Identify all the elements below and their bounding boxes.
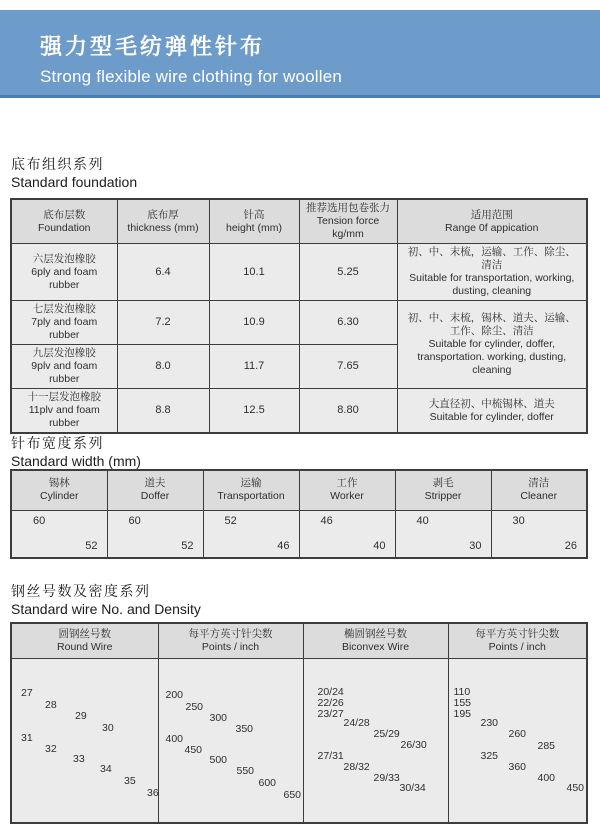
thickness-value: 8.8 [117,389,209,434]
wire-header-row [11,623,587,658]
wire-value: 22/26 [317,696,344,709]
wire-value: 29 [75,709,87,722]
section-title-en: Standard foundation [11,174,138,190]
col-header-biconvex-wire [303,623,448,658]
width-header-row [11,470,587,510]
col-header-transportation [203,470,299,510]
cell-zh: 七层发泡橡胶 [32,303,96,315]
header-en: Points / inch [201,640,260,653]
range-cell [397,389,587,434]
range-zh: 大直径初、中梳锡林、道夫 [428,397,555,410]
header-zh: 工作 [336,477,358,490]
height-value: 10.9 [209,301,299,345]
width-table [10,469,588,559]
col-header-round-wire [11,623,158,658]
width-min: 30 [469,539,482,552]
wire-value: 24/28 [343,716,370,729]
wire-value: 20/24 [317,685,344,698]
wire-value: 30 [102,721,114,734]
wire-value: 110 [453,685,471,698]
header-en: Cleaner [520,490,558,503]
col-header-cleaner [491,470,587,510]
wire-value: 27 [21,686,33,699]
header-zh: 底布层数 [43,208,86,221]
col-header-points-round [158,623,303,658]
wire-value: 450 [184,743,203,756]
tension-value: 6.30 [299,301,397,345]
foundation-name-cell [11,244,117,301]
section-title-zh: 底布组织系列 [11,156,104,172]
cell-zh: 六层发泡橡胶 [32,252,96,265]
header-zh: 道夫 [144,477,166,490]
section-title-zh: 钢丝号数及密度系列 [11,583,151,599]
header-zh: 适用范围 [470,208,513,221]
width-cell-worker [299,510,395,558]
tension-value: 8.80 [299,389,397,434]
points-biconvex-cell [448,658,587,823]
col-header-doffer [107,470,203,510]
page-title-zh: 强力型毛纺弹性针布 [40,34,266,59]
section-title-wire [11,582,201,618]
col-header-cylinder [11,470,107,510]
height-value: 12.5 [209,389,299,434]
header-unit: kg/mm [332,228,364,240]
foundation-name-cell [11,345,117,389]
wire-value: 325 [480,749,499,762]
width-min: 40 [373,539,386,552]
wire-value: 36 [147,786,159,799]
width-min: 46 [277,539,290,552]
wire-value: 30/34 [399,781,426,794]
header-zh: 底布厚 [147,208,179,221]
header-en: Biconvex Wire [341,640,410,653]
col-header-thickness [117,199,209,244]
header-en: thickness (mm) [127,221,199,234]
width-max: 40 [416,514,429,527]
round-wire-cell [11,658,158,823]
page-title-en: Strong flexible wire clothing for woollen [40,67,343,86]
wire-value: 29/33 [373,771,400,784]
header-zh: 针高 [243,208,265,221]
width-cell-doffer [107,510,203,558]
header-en: Round Wire [57,640,113,653]
wire-value: 360 [508,760,527,773]
width-cell-cleaner [491,510,587,558]
wire-value: 28/32 [343,760,370,773]
section-title-foundation [11,155,137,191]
wire-value: 200 [165,688,184,701]
cell-en: 6ply and foam rubber [31,265,98,291]
width-min: 52 [85,539,98,552]
header-en: Cylinder [39,490,79,503]
width-max: 60 [33,514,46,527]
height-value: 10.1 [209,244,299,301]
wire-value: 35 [124,774,136,787]
section-title-zh: 针布宽度系列 [11,435,104,451]
header-en: Foundation [37,221,91,234]
wire-value: 650 [283,788,302,801]
thickness-value: 7.2 [117,301,209,345]
section-title-en: Standard width (mm) [11,453,141,469]
header-en: Tension force [316,215,380,227]
col-header-tension [299,199,397,244]
width-max: 46 [320,514,333,527]
width-cell-cylinder [11,510,107,558]
wire-value: 31 [21,731,33,744]
range-en: Suitable for transportation, working, dusting, cleaning [409,272,575,297]
col-header-range [397,199,587,244]
col-header-height [209,199,299,244]
header-en: height (mm) [225,221,282,234]
wire-value: 155 [453,696,472,709]
header-en: Range 0f appication [445,221,539,234]
header-en: Transportation [217,490,285,503]
points-round-cell [158,658,303,823]
wire-value: 230 [480,716,499,729]
wire-value: 34 [100,762,112,775]
thickness-value: 8.0 [117,345,209,389]
cell-en: 7ply and foam rubber [31,316,98,341]
wire-value: 250 [185,700,204,713]
wire-value: 350 [235,722,254,735]
header-en: Doffer [140,490,170,503]
foundation-name-cell [11,301,117,345]
header-zh: 圆钢丝号数 [58,627,111,640]
range-en: Suitable for cylinder, doffer, transportation. working, dusting, cleaning [417,338,567,376]
wire-value: 400 [165,732,184,745]
range-cell-merged [397,301,587,389]
header-zh: 每平方英寸针尖数 [188,627,273,640]
width-cell-transportation [203,510,299,558]
wire-value: 285 [537,739,556,752]
wire-value: 300 [209,711,228,724]
header-zh: 每平方英寸针尖数 [475,627,560,640]
wire-value: 400 [537,771,556,784]
cell-zh: 九层发泡橡胶 [32,347,96,359]
tension-value: 7.65 [299,345,397,389]
wire-value: 27/31 [317,749,344,762]
width-values-row [11,510,587,558]
cell-zh: 十一层发泡橡胶 [27,391,101,403]
header-zh: 推荐选用包卷张力 [306,202,390,214]
header-zh: 运输 [240,477,262,490]
biconvex-wire-cell [303,658,448,823]
header-en: Points / inch [488,640,546,653]
col-header-worker [299,470,395,510]
section-title-en: Standard wire No. and Density [11,601,201,617]
tension-value: 5.25 [299,244,397,301]
col-header-foundation [11,199,117,244]
cell-en: 11plv and foam rubber [28,404,100,429]
header-zh: 椭圆钢丝号数 [344,627,407,640]
wire-value: 500 [209,753,228,766]
wire-table [10,622,588,824]
width-min: 26 [564,539,577,552]
header-zh: 锡林 [48,477,70,490]
wire-value: 25/29 [373,727,400,740]
width-max: 60 [128,514,141,527]
table-row [11,389,587,434]
wire-value: 23/27 [317,707,344,720]
header-en: Worker [330,490,364,503]
wire-value: 260 [508,727,527,740]
col-header-stripper [395,470,491,510]
page-banner [0,10,600,98]
range-zh: 初、中、末梳，运输、工作、除尘、清洁 [407,246,576,271]
header-zh: 清洁 [528,477,550,490]
wire-value: 28 [45,698,57,711]
wire-value: 195 [453,707,472,720]
range-zh: 初、中、末梳，锡林、道夫、运输、工作、除尘、清洁 [407,312,576,337]
range-cell [397,244,587,301]
wire-value: 600 [258,776,277,789]
wire-value: 550 [236,764,255,777]
section-title-width [11,434,141,470]
thickness-value: 6.4 [117,244,209,301]
wire-value: 32 [45,742,57,755]
width-cell-stripper [395,510,491,558]
wire-value: 33 [73,752,85,765]
col-header-points-biconvex [448,623,587,658]
wire-values-row [11,658,587,823]
wire-value: 26/30 [400,738,427,751]
width-min: 52 [181,539,194,552]
table-row [11,244,587,301]
table-row [11,301,587,345]
foundation-header-row [11,199,587,244]
foundation-table [10,198,588,434]
range-en: Suitable for cylinder, doffer [429,410,554,423]
height-value: 11.7 [209,345,299,389]
cell-en: 9plv and foam rubber [31,360,98,385]
wire-value: 450 [566,781,585,794]
header-en: Stripper [424,490,462,503]
header-zh: 剥毛 [432,477,454,490]
width-max: 30 [512,514,525,527]
foundation-name-cell [11,389,117,434]
width-max: 52 [224,514,237,527]
